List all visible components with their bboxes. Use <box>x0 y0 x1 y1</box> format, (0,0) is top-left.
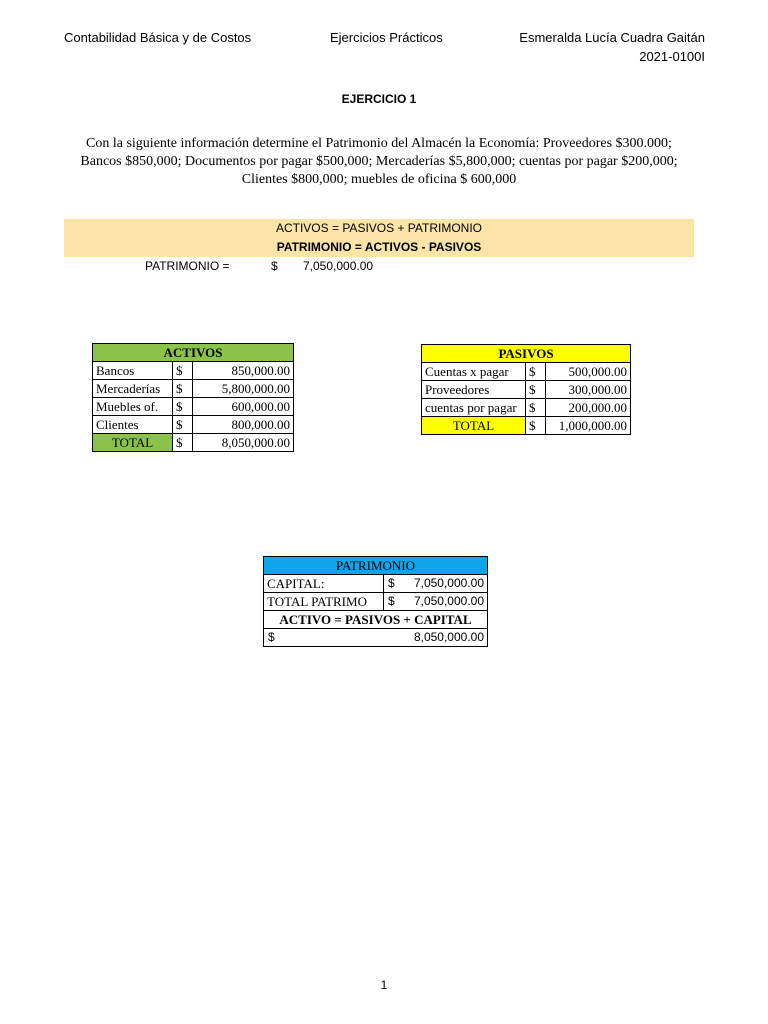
activos-title: ACTIVOS <box>93 344 294 362</box>
table-row <box>264 593 488 611</box>
currency-cell: $ <box>526 363 546 381</box>
currency-cell: $ <box>526 381 546 399</box>
header-course: Contabilidad Básica y de Costos <box>64 30 252 45</box>
currency-cell: $ <box>173 380 193 398</box>
total-label: TOTAL <box>422 417 526 435</box>
amount-cell: 600,000.00 <box>193 398 294 416</box>
formula-band <box>64 219 694 257</box>
equation-row <box>264 611 488 629</box>
table-row <box>422 363 631 381</box>
page-number: 1 <box>380 978 388 992</box>
currency-cell: $ <box>388 594 395 608</box>
formula-line-2: PATRIMONIO = ACTIVOS - PASIVOS <box>276 240 482 254</box>
problem-statement: Con la siguiente información determine el Patrimonio del Almacén la Economía: Proveedores $300.000; Bancos $850,000; Documentos por pagar $500,000; Mercaderías $5,800,000; cuentas por pagar $200,000; Clientes $800,000; muebles de oficina $ 600,000 <box>80 136 678 187</box>
account-name: Mercaderías <box>93 380 173 398</box>
currency-cell: $ <box>173 416 193 434</box>
account-name: cuentas por pagar <box>422 399 526 417</box>
amount-cell: 800,000.00 <box>193 416 294 434</box>
amount-cell: 5,800,000.00 <box>193 380 294 398</box>
table-row <box>93 380 294 398</box>
result-label: PATRIMONIO = <box>145 259 230 273</box>
amount-cell: 200,000.00 <box>546 399 631 417</box>
currency-cell: $ <box>173 398 193 416</box>
amount-cell: 850,000.00 <box>193 362 294 380</box>
total-row <box>422 417 631 435</box>
capital-value-cell <box>384 575 488 593</box>
currency-cell: $ <box>526 417 546 435</box>
final-total-value: 8,050,000.00 <box>413 630 485 644</box>
table-row <box>422 399 631 417</box>
table-row <box>93 362 294 380</box>
account-name: Muebles of. <box>93 398 173 416</box>
total-patrimonio-label: TOTAL PATRIMO <box>264 593 384 611</box>
balance-equation: ACTIVO = PASIVOS + CAPITAL <box>264 611 488 629</box>
total-amount: 8,050,000.00 <box>193 434 294 452</box>
exercise-title: EJERCICIO 1 <box>341 92 417 106</box>
formula-line-1: ACTIVOS = PASIVOS + PATRIMONIO <box>275 221 483 235</box>
total-patrimonio-cell <box>384 593 488 611</box>
patrimonio-table <box>263 556 488 647</box>
pasivos-table <box>421 344 631 435</box>
table-row <box>422 381 631 399</box>
currency-cell: $ <box>268 630 275 644</box>
amount-cell: 500,000.00 <box>546 363 631 381</box>
header-section: Ejercicios Prácticos <box>330 30 443 45</box>
currency-cell: $ <box>173 434 193 452</box>
table-row <box>93 416 294 434</box>
table-row <box>93 398 294 416</box>
capital-label: CAPITAL: <box>264 575 384 593</box>
total-label: TOTAL <box>93 434 173 452</box>
currency-cell: $ <box>388 576 395 590</box>
capital-value: 7,050,000.00 <box>413 576 485 590</box>
amount-cell: 300,000.00 <box>546 381 631 399</box>
table-row <box>264 575 488 593</box>
total-patrimonio-value: 7,050,000.00 <box>413 594 485 608</box>
result-value: 7,050,000.00 <box>303 259 374 273</box>
currency-cell: $ <box>173 362 193 380</box>
result-currency: $ <box>271 259 278 273</box>
account-name: Clientes <box>93 416 173 434</box>
patrimonio-title: PATRIMONIO <box>264 557 488 575</box>
total-amount: 1,000,000.00 <box>546 417 631 435</box>
currency-cell: $ <box>526 399 546 417</box>
header-author: Esmeralda Lucía Cuadra Gaitán <box>519 30 705 45</box>
account-name: Proveedores <box>422 381 526 399</box>
pasivos-title: PASIVOS <box>422 345 631 363</box>
final-row <box>264 629 488 647</box>
account-name: Cuentas x pagar <box>422 363 526 381</box>
total-row <box>93 434 294 452</box>
header-code: 2021-0100I <box>639 49 705 64</box>
activos-table <box>92 343 294 452</box>
account-name: Bancos <box>93 362 173 380</box>
final-total-cell <box>264 629 488 647</box>
